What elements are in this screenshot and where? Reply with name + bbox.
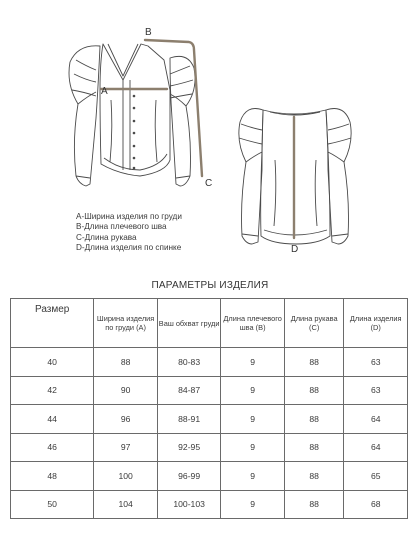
size-parameters-table (10, 298, 408, 519)
table-row (11, 405, 408, 434)
cell-sleeve-length: 88 (284, 462, 344, 491)
cell-chest-girth: 84-87 (157, 376, 221, 405)
table-header-row (11, 299, 408, 348)
cell-chest-width: 100 (94, 462, 158, 491)
cell-chest-girth: 92-95 (157, 433, 221, 462)
label-b: B (145, 27, 152, 38)
cell-chest-width: 96 (94, 405, 158, 434)
table-row (11, 490, 408, 519)
cell-chest-girth: 80-83 (157, 348, 221, 377)
header-chest-width: Ширина изделия по груди (А) (94, 299, 158, 348)
table-row (11, 376, 408, 405)
cell-chest-girth: 88-91 (157, 405, 221, 434)
cell-size: 48 (11, 462, 94, 491)
front-view-sketch (69, 44, 195, 186)
measurement-legend (76, 212, 182, 254)
cell-shoulder-length: 9 (221, 462, 285, 491)
cell-shoulder-length: 9 (221, 405, 285, 434)
cell-garment-length: 64 (344, 433, 408, 462)
cell-size: 46 (11, 433, 94, 462)
cell-garment-length: 63 (344, 376, 408, 405)
header-sleeve-length: Длина рукава (С) (284, 299, 344, 348)
cell-shoulder-length: 9 (221, 490, 285, 519)
label-a: A (101, 86, 108, 97)
garment-sketches (0, 0, 420, 265)
cell-sleeve-length: 88 (284, 490, 344, 519)
cell-chest-girth: 96-99 (157, 462, 221, 491)
cell-sleeve-length: 88 (284, 376, 344, 405)
table-title: ПАРАМЕТРЫ ИЗДЕЛИЯ (151, 280, 269, 291)
cell-chest-width: 97 (94, 433, 158, 462)
cell-garment-length: 65 (344, 462, 408, 491)
cell-chest-width: 90 (94, 376, 158, 405)
header-size: Размер (11, 299, 94, 348)
legend-item: B-Длина плечевого шва (76, 222, 167, 232)
cell-chest-girth: 100-103 (157, 490, 221, 519)
label-c: C (205, 178, 213, 189)
label-d: D (291, 244, 299, 255)
legend-item: D-Длина изделия по спинке (76, 243, 182, 253)
cell-sleeve-length: 88 (284, 348, 344, 377)
cell-garment-length: 68 (344, 490, 408, 519)
table-row (11, 433, 408, 462)
cell-size: 40 (11, 348, 94, 377)
cell-shoulder-length: 9 (221, 433, 285, 462)
cell-shoulder-length: 9 (221, 348, 285, 377)
table-row (11, 348, 408, 377)
cell-garment-length: 64 (344, 405, 408, 434)
header-garment-length: Длина изделия (D) (344, 299, 408, 348)
legend-item: C-Длина рукава (76, 232, 137, 242)
cell-garment-length: 63 (344, 348, 408, 377)
cell-size: 50 (11, 490, 94, 519)
legend-item: A-Ширина изделия по груди (76, 212, 182, 221)
cell-chest-width: 88 (94, 348, 158, 377)
header-shoulder-length: Длина плечевого шва (В) (221, 299, 285, 348)
cell-sleeve-length: 88 (284, 433, 344, 462)
cell-size: 44 (11, 405, 94, 434)
table-row (11, 462, 408, 491)
cell-chest-width: 104 (94, 490, 158, 519)
cell-size: 42 (11, 376, 94, 405)
cell-sleeve-length: 88 (284, 405, 344, 434)
header-chest-girth: Ваш обхват груди (157, 299, 221, 348)
cell-shoulder-length: 9 (221, 376, 285, 405)
